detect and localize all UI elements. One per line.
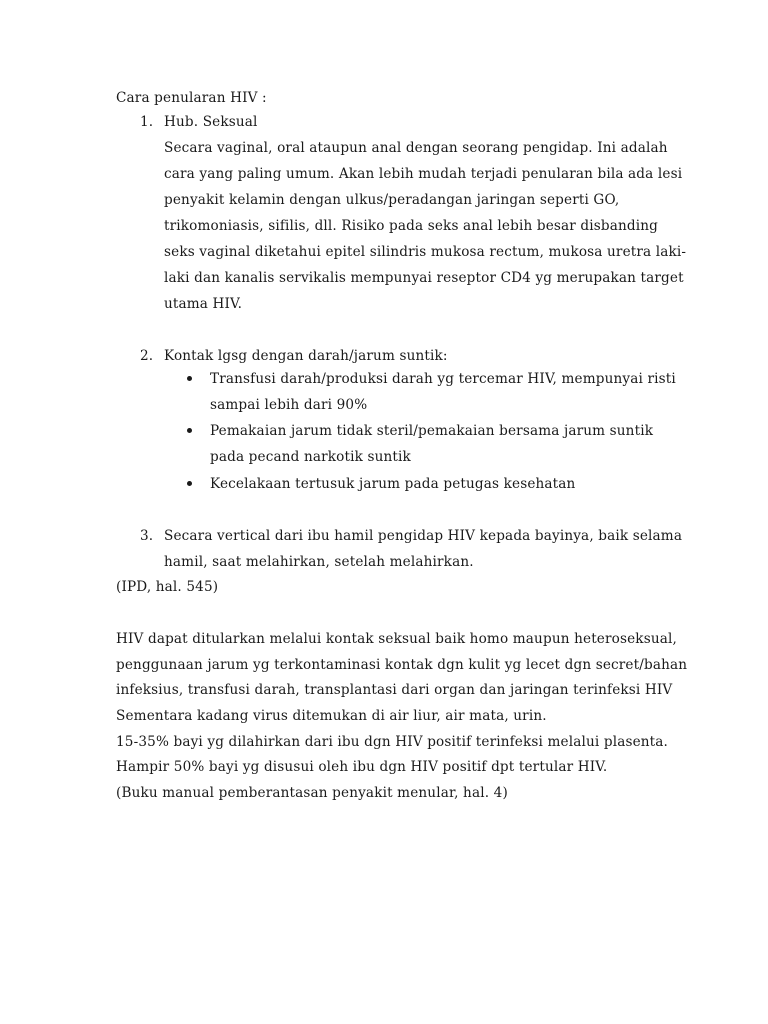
item-3-line: Secara vertical dari ibu hamil pengidap HIV kepada bayinya, baik selama	[164, 528, 683, 544]
paragraph-line: HIV dapat ditularkan melalui kontak seksual baik homo maupun heteroseksual,	[116, 631, 677, 647]
item-1-paragraph-line: Secara vaginal, oral ataupun anal dengan seorang pengidap. Ini adalah	[164, 140, 668, 156]
bullet-item-line: sampai lebih dari 90%	[210, 397, 368, 413]
item-1-paragraph-line: utama HIV.	[164, 296, 243, 312]
item-1-paragraph-line: cara yang paling umum. Akan lebih mudah terjadi penularan bila ada lesi	[164, 166, 683, 182]
bullet-item-line: Pemakaian jarum tidak steril/pemakaian bersama jarum suntik	[210, 423, 654, 439]
paragraph-line: Hampir 50% bayi yg disusui oleh ibu dgn HIV positif dpt tertular HIV.	[116, 759, 608, 775]
item-1-heading: Hub. Seksual	[164, 114, 258, 130]
item-1-paragraph-line: penyakit kelamin dengan ulkus/peradangan jaringan seperti GO,	[164, 192, 620, 208]
item-1-paragraph-line: seks vaginal diketahui epitel silindris mukosa rectum, mukosa uretra laki-	[164, 244, 687, 260]
citation: (IPD, hal. 545)	[116, 579, 219, 595]
list-number-2: 2.	[140, 348, 154, 364]
list-number-1: 1.	[140, 114, 154, 130]
bullet-icon	[187, 428, 192, 433]
section-title: Cara penularan HIV :	[116, 90, 267, 106]
bullet-icon	[187, 376, 192, 381]
bullet-icon	[187, 481, 192, 486]
paragraph-line: 15-35% bayi yg dilahirkan dari ibu dgn HIV positif terinfeksi melalui plasenta.	[116, 734, 669, 750]
paragraph-line: penggunaan jarum yg terkontaminasi kontak dgn kulit yg lecet dgn secret/bahan	[116, 657, 688, 673]
bullet-item-line: Kecelakaan tertusuk jarum pada petugas kesehatan	[210, 476, 576, 492]
citation: (Buku manual pemberantasan penyakit menular, hal. 4)	[116, 785, 508, 801]
bullet-item-line: Transfusi darah/produksi darah yg tercemar HIV, mempunyai risti	[210, 371, 676, 387]
item-2-heading: Kontak lgsg dengan darah/jarum suntik:	[164, 348, 448, 364]
item-1-paragraph-line: laki dan kanalis servikalis mempunyai reseptor CD4 yg merupakan target	[164, 270, 684, 286]
list-number-3: 3.	[140, 528, 154, 544]
paragraph-line: Sementara kadang virus ditemukan di air liur, air mata, urin.	[116, 708, 547, 724]
item-1-paragraph-line: trikomoniasis, sifilis, dll. Risiko pada seks anal lebih besar disbanding	[164, 218, 658, 234]
item-3-line: hamil, saat melahirkan, setelah melahirkan.	[164, 554, 474, 570]
bullet-item-line: pada pecand narkotik suntik	[210, 449, 411, 465]
paragraph-line: infeksius, transfusi darah, transplantasi dari organ dan jaringan terinfeksi HIV	[116, 682, 673, 698]
